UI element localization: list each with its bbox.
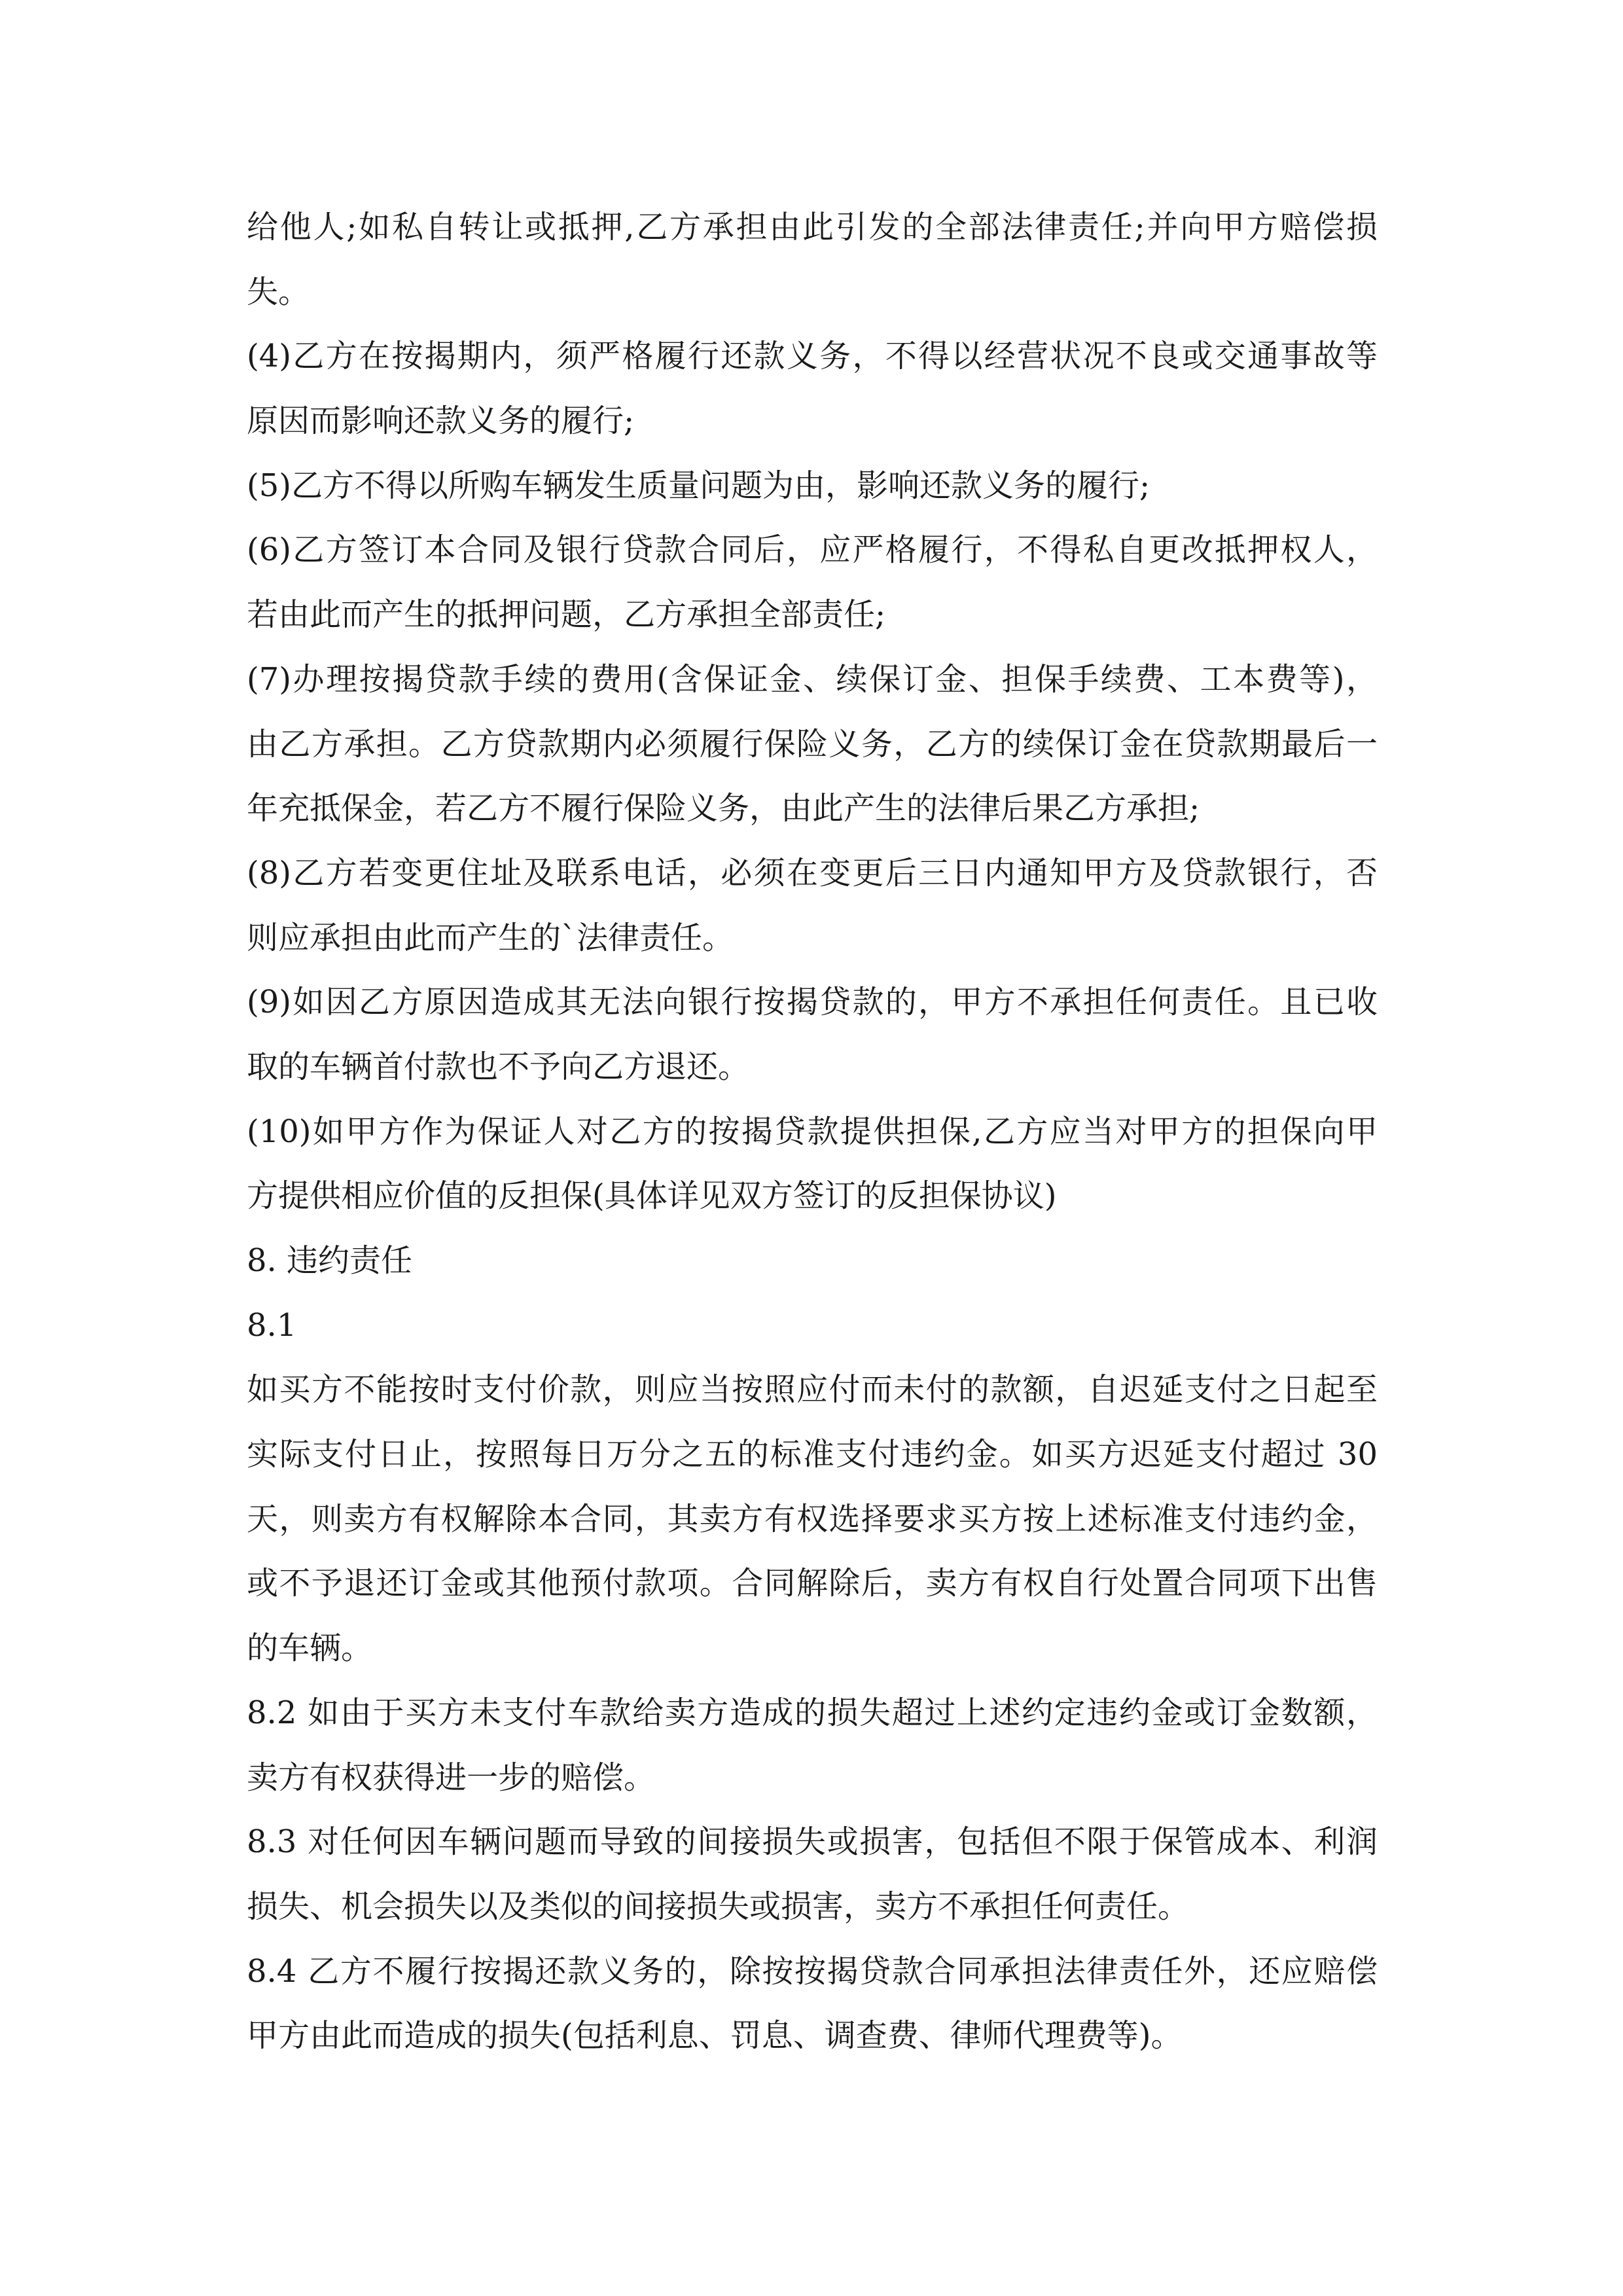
clause-10-line: (10)如甲方作为保证人对乙方的按揭贷款提供担保,乙方应当对甲方的担保向甲 [247, 1113, 1378, 1150]
subsection-8-3-line: 8.3 对任何因车辆问题而导致的间接损失或损害，包括但不限于保管成本、利润 [247, 1823, 1378, 1861]
text-line: 年充抵保金，若乙方不履行保险义务，由此产生的法律后果乙方承担; [247, 790, 1200, 827]
text-line: 原因而影响还款义务的履行; [247, 403, 635, 440]
text-line: 天，则卖方有权解除本合同，其卖方有权选择要求买方按上述标准支付违约金， [247, 1500, 1378, 1537]
text-line: 甲方由此而造成的损失(包括利息、罚息、调查费、律师代理费等)。 [247, 2017, 1183, 2054]
subsection-8-4-line: 8.4 乙方不履行按揭还款义务的，除按按揭贷款合同承担法律责任外，还应赔偿 [247, 1952, 1378, 1990]
clause-5-line: (5)乙方不得以所购车辆发生质量问题为由，影响还款义务的履行; [247, 467, 1150, 504]
subsection-8-2-line: 8.2 如由于买方未支付车款给卖方造成的损失超过上述约定违约金或订金数额， [247, 1694, 1378, 1731]
text-line: 损失、机会损失以及类似的间接损失或损害，卖方不承担任何责任。 [247, 1888, 1190, 1925]
text-line: 由乙方承担。乙方贷款期内必须履行保险义务，乙方的续保订金在贷款期最后一 [247, 725, 1378, 762]
text-line: 给他人;如私自转让或抵押,乙方承担由此引发的全部法律责任;并向甲方赔偿损 [247, 209, 1378, 245]
text-line: 则应承担由此而产生的`法律责任。 [247, 919, 734, 956]
text-line: 方提供相应价值的反担保(具体详见双方签订的反担保协议) [247, 1177, 1057, 1215]
text-line: 卖方有权获得进一步的赔偿。 [247, 1759, 656, 1796]
clause-6-line: (6)乙方签订本合同及银行贷款合同后，应严格履行，不得私自更改抵押权人， [247, 531, 1378, 569]
clause-4-line: (4)乙方在按揭期内，须严格履行还款义务，不得以经营状况不良或交通事故等 [247, 338, 1378, 375]
text-line: 或不予退还订金或其他预付款项。合同解除后，卖方有权自行处置合同项下出售 [247, 1565, 1378, 1602]
text-line: 失。 [247, 273, 310, 310]
section-heading: 8. 违约责任 [247, 1242, 413, 1279]
clause-8-line: (8)乙方若变更住址及联系电话，必须在变更后三日内通知甲方及贷款银行，否 [247, 854, 1378, 891]
text-line: 如买方不能按时支付价款，则应当按照应付而未付的款额，自迟延支付之日起至 [247, 1371, 1378, 1408]
text-line: 取的车辆首付款也不予向乙方退还。 [247, 1048, 750, 1085]
clause-9-line: (9)如因乙方原因造成其无法向银行按揭贷款的，甲方不承担任何责任。且已收 [247, 984, 1378, 1021]
subsection-number: 8.1 [247, 1306, 297, 1344]
contract-body [247, 195, 1378, 2068]
text-line: 若由此而产生的抵押问题，乙方承担全部责任; [247, 596, 886, 634]
text-line: 实际支付日止，按照每日万分之五的标准支付违约金。如买方迟延支付超过 30 [247, 1436, 1378, 1473]
clause-7-line: (7)办理按揭贷款手续的费用(含保证金、续保订金、担保手续费、工本费等)， [247, 660, 1378, 698]
text-line: 的车辆。 [247, 1630, 373, 1667]
